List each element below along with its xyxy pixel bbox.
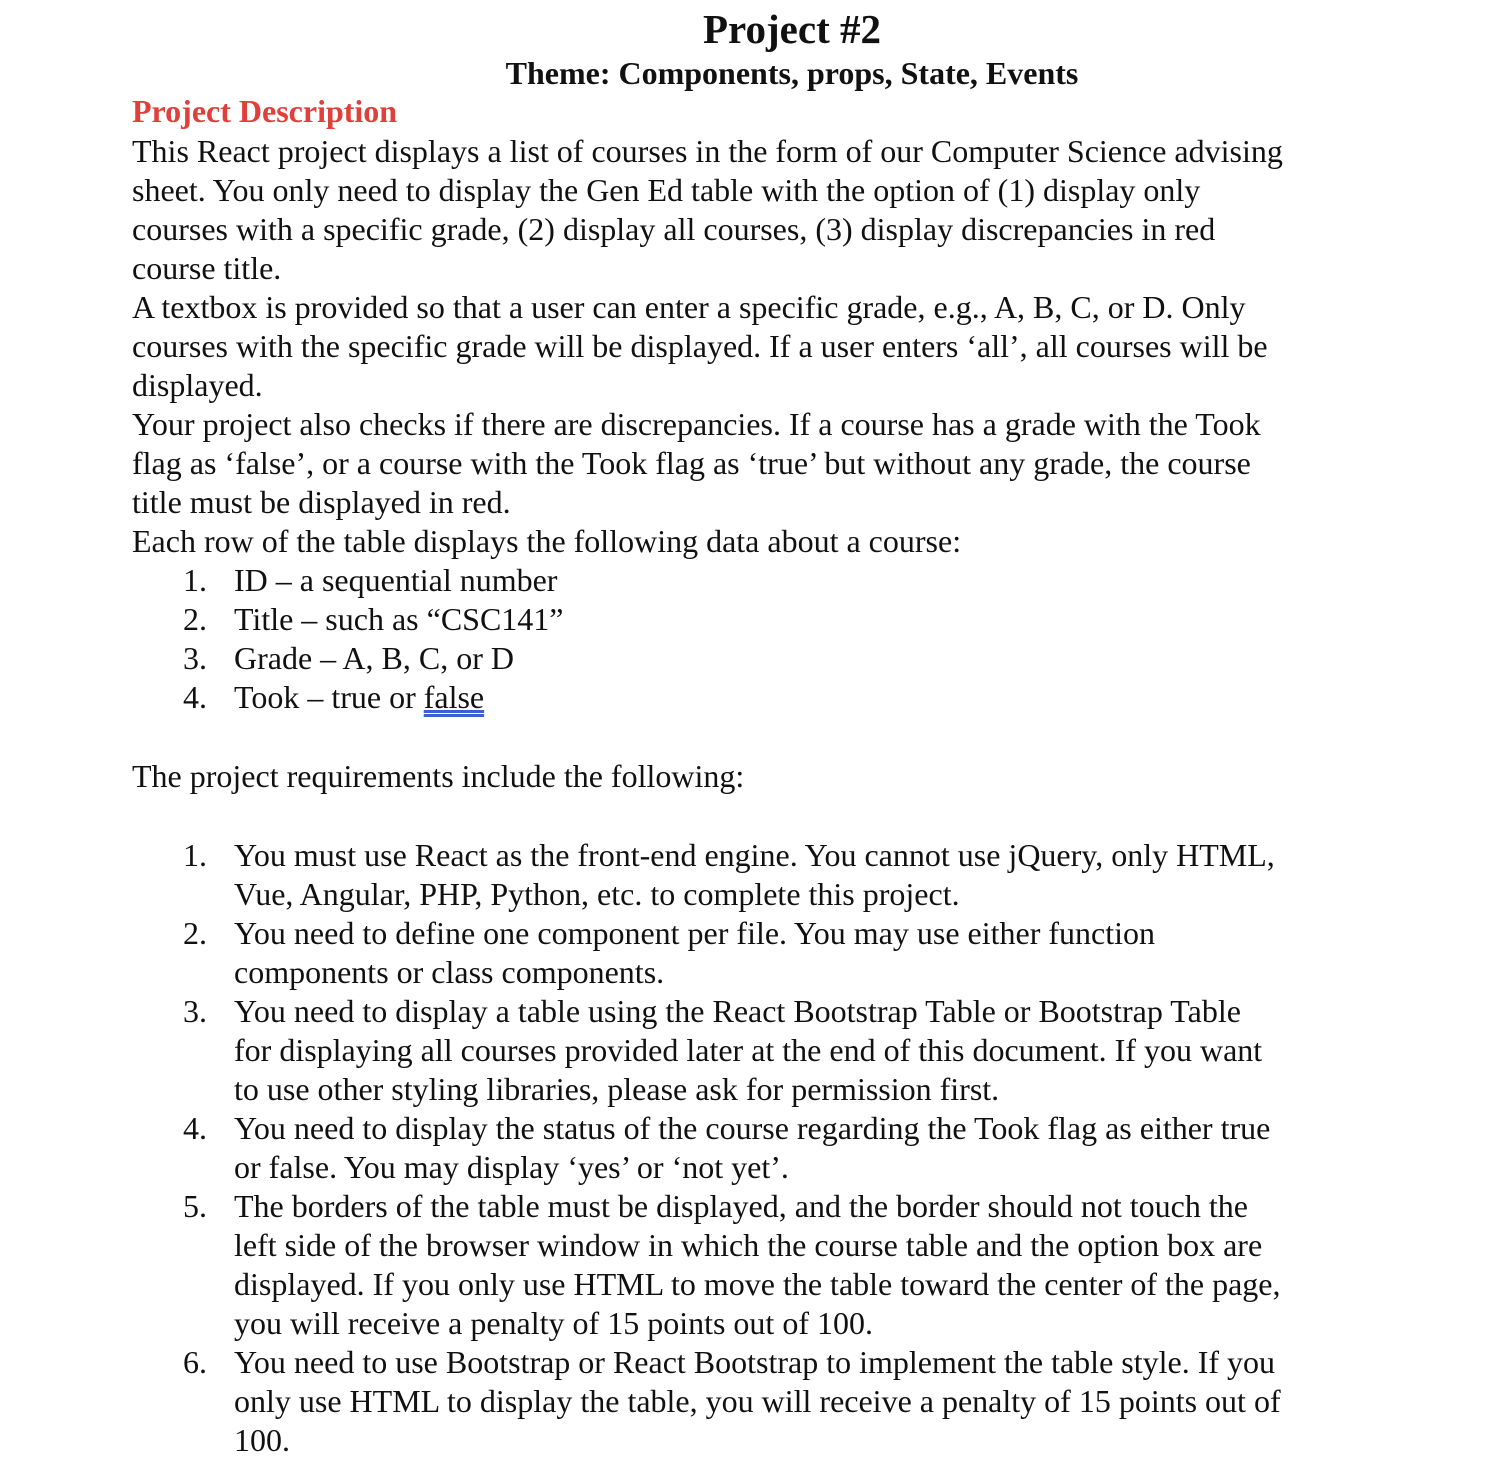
row-fields-list [183, 561, 1383, 717]
project-description-heading: Project Description [132, 93, 398, 129]
requirement-item [183, 836, 1403, 914]
requirement-item [183, 1187, 1403, 1343]
list-number: 3. [183, 993, 207, 1029]
list-number: 2. [183, 601, 207, 637]
list-item [183, 600, 1383, 639]
page-title: Project #2 [703, 6, 881, 52]
description-line: courses with a specific grade, (2) display all courses, (3) display discrepancies in red [132, 211, 1216, 247]
list-number: 1. [183, 562, 207, 598]
requirement-line: or false. You may display ‘yes’ or ‘not yet’. [234, 1149, 789, 1185]
requirement-line: components or class components. [234, 954, 665, 990]
list-number: 4. [183, 1110, 207, 1146]
requirement-text [234, 836, 1403, 914]
requirement-text [234, 1343, 1403, 1460]
requirement-line: left side of the browser window in which the course table and the option box are [234, 1227, 1263, 1263]
description-line: Your project also checks if there are discrepancies. If a course has a grade with the Took [132, 406, 1261, 442]
requirements-list [183, 836, 1403, 1460]
requirement-line: You need to display the status of the course regarding the Took flag as either true [234, 1110, 1271, 1146]
list-item [183, 561, 1383, 600]
requirement-item [183, 914, 1403, 992]
requirement-text [234, 992, 1403, 1109]
requirement-text [234, 914, 1403, 992]
requirement-item [183, 992, 1403, 1109]
page-subtitle: Theme: Components, props, State, Events [505, 55, 1079, 91]
list-text [234, 678, 1383, 717]
requirement-line: You need to use Bootstrap or React Bootstrap to implement the table style. If you [234, 1344, 1276, 1380]
requirement-line: for displaying all courses provided later at the end of this document. If you want [234, 1032, 1263, 1068]
spellcheck-flagged-word: false [423, 679, 485, 715]
requirement-item [183, 1109, 1403, 1187]
list-text-prefix: Took – true or [234, 679, 424, 715]
requirement-line: displayed. If you only use HTML to move the table toward the center of the page, [234, 1266, 1281, 1302]
requirement-line: you will receive a penalty of 15 points out of 100. [234, 1305, 873, 1341]
description-paragraphs [132, 132, 1372, 561]
requirement-item [183, 1343, 1403, 1460]
requirement-line: 100. [234, 1422, 290, 1458]
description-line: title must be displayed in red. [132, 484, 511, 520]
requirement-line: to use other styling libraries, please ask for permission first. [234, 1071, 1000, 1107]
requirement-line: only use HTML to display the table, you will receive a penalty of 15 points out of [234, 1383, 1281, 1419]
requirement-line: You need to display a table using the React Bootstrap Table or Bootstrap Table [234, 993, 1241, 1029]
description-line: course title. [132, 250, 282, 286]
list-number: 5. [183, 1188, 207, 1224]
requirements-intro: The project requirements include the following: [132, 758, 745, 794]
requirement-text [234, 1109, 1403, 1187]
list-text: ID – a sequential number [234, 562, 558, 598]
description-line: displayed. [132, 367, 263, 403]
list-number: 4. [183, 679, 207, 715]
description-line: flag as ‘false’, or a course with the Took flag as ‘true’ but without any grade, the course [132, 445, 1251, 481]
requirement-line: The borders of the table must be displayed, and the border should not touch the [234, 1188, 1248, 1224]
requirement-line: Vue, Angular, PHP, Python, etc. to complete this project. [234, 876, 960, 912]
description-line: Each row of the table displays the following data about a course: [132, 523, 962, 559]
list-text: Title – such as “CSC141” [234, 601, 564, 637]
list-number: 3. [183, 640, 207, 676]
list-item [183, 639, 1383, 678]
description-line: This React project displays a list of courses in the form of our Computer Science advising [132, 133, 1283, 169]
list-text: Grade – A, B, C, or D [234, 640, 514, 676]
requirement-line: You need to define one component per file. You may use either function [234, 915, 1155, 951]
description-line: sheet. You only need to display the Gen Ed table with the option of (1) display only [132, 172, 1201, 208]
list-number: 6. [183, 1344, 207, 1380]
list-number: 1. [183, 837, 207, 873]
description-line: courses with the specific grade will be displayed. If a user enters ‘all’, all courses will be [132, 328, 1268, 364]
description-line: A textbox is provided so that a user can enter a specific grade, e.g., A, B, C, or D. Only [132, 289, 1246, 325]
requirement-text [234, 1187, 1403, 1343]
requirement-line: You must use React as the front-end engine. You cannot use jQuery, only HTML, [234, 837, 1275, 873]
list-item [183, 678, 1383, 717]
list-number: 2. [183, 915, 207, 951]
